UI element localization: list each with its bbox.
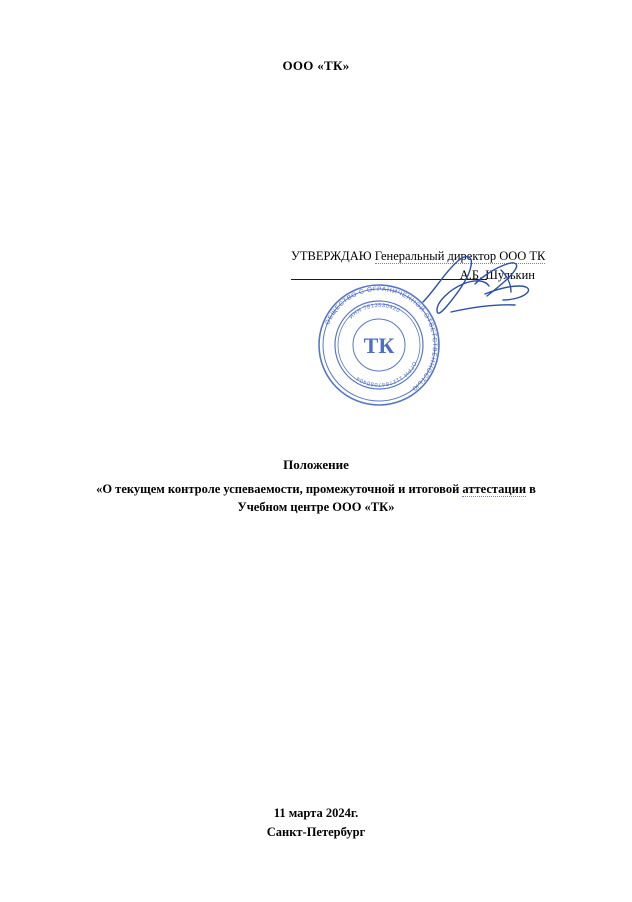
title-line-2: Учебном центре ООО «ТК»	[237, 499, 395, 514]
approval-block	[291, 248, 581, 284]
document-date: 11 марта 2024г.	[273, 806, 359, 820]
title-part-1: «О текущем контроле успеваемости, промежуточной и итоговой	[96, 481, 463, 496]
signature-rule	[291, 279, 487, 280]
document-title-subtitle	[0, 480, 632, 516]
approval-position-underlined: Генеральный директор ООО ТК	[374, 249, 546, 263]
approval-signer-name: А.Б. Шулькин	[459, 267, 535, 282]
stamp-center-text: ТК	[363, 333, 395, 358]
stamp-ogrn-text: ОГРН 1127847080404	[355, 360, 417, 388]
document-footer	[0, 804, 632, 842]
approval-prefix: УТВЕРЖДАЮ	[291, 249, 375, 263]
approval-line-2	[291, 267, 581, 284]
stamp-inn-text: ИНН 7813530420	[348, 302, 401, 321]
stamp-outer-text: ОБЩЕСТВО С ОГРАНИЧЕННОЙ ОТВЕТСТВЕННОСТЬЮ	[324, 285, 439, 393]
organization-header: ООО «ТК»	[282, 58, 350, 73]
title-underlined-word: аттестации	[462, 481, 527, 496]
document-title-block	[0, 456, 632, 516]
approval-line-1	[291, 248, 581, 265]
document-city: Санкт-Петербург	[266, 824, 366, 839]
title-part-2: в	[526, 481, 536, 496]
company-stamp	[315, 281, 443, 409]
document-title-heading: Положение	[283, 457, 349, 472]
